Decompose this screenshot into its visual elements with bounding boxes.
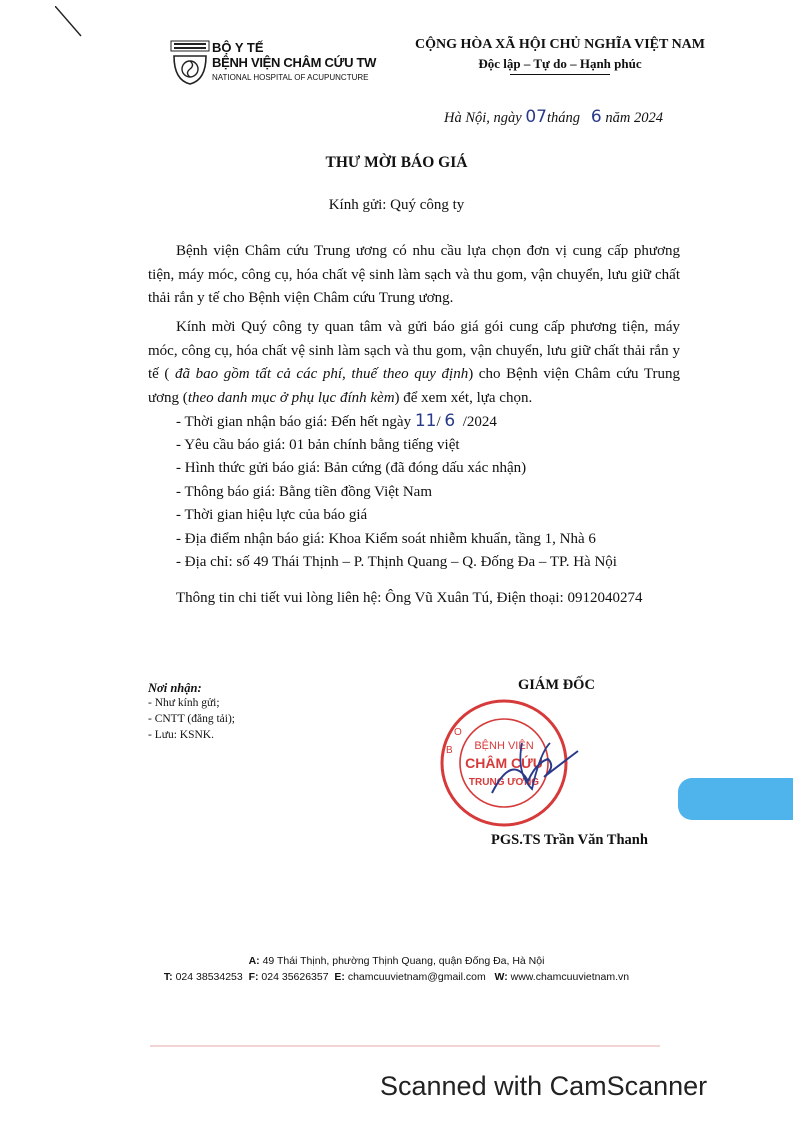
item-location: - Địa điểm nhận báo giá: Khoa Kiểm soát nhiễm khuẩn, tầng 1, Nhà 6 [176, 531, 596, 547]
hospital-name: BỆNH VIỆN CHÂM CỨU TW [212, 55, 377, 70]
footer-address [0, 955, 793, 967]
hospital-english-name: NATIONAL HOSPITAL OF ACUPUNCTURE [212, 73, 369, 82]
deadline-year: /2024 [462, 414, 497, 430]
item-address: - Địa chỉ: số 49 Thái Thịnh – P. Thịnh Quang – Q. Đống Đa – TP. Hà Nội [176, 554, 617, 570]
recipient-item: - Như kính gửi; [148, 697, 220, 709]
stamp-line-3: TRUNG ƯƠNG [468, 777, 540, 788]
footer-divider [150, 1045, 660, 1047]
footer-w-label: W: [494, 971, 508, 983]
footer-email: chamcuuvietnam@gmail.com [347, 971, 486, 983]
deadline-month-handwritten: 6 [444, 411, 456, 431]
camscanner-watermark: Scanned with CamScanner [380, 1071, 708, 1101]
item-method: - Hình thức gửi báo giá: Bản cứng (đã đóng dấu xác nhận) [176, 460, 527, 476]
ministry-name: BỘ Y TẾ [212, 40, 264, 55]
date-prefix: Hà Nội, ngày [444, 110, 522, 126]
hospital-logo-icon [168, 40, 212, 86]
item-deadline: - Thời gian nhận báo giá: Đến hết ngày 11/ 6 /2024 [176, 411, 497, 431]
item-requirement: - Yêu cầu báo giá: 01 bản chính bằng tiếng việt [176, 437, 460, 453]
national-motto: Độc lập – Tự do – Hạnh phúc [478, 56, 642, 71]
svg-text:B: B [446, 745, 453, 756]
deadline-day-handwritten: 11 [414, 411, 437, 431]
footer-f-label: F: [248, 971, 259, 983]
footer-address-text: 49 Thái Thịnh, phường Thịnh Quang, quận Đống Đa, Hà Nội [262, 955, 545, 967]
document-date [444, 107, 663, 127]
date-month-handwritten: 6 [590, 107, 602, 127]
footer-website: www.chamcuuvietnam.vn [510, 971, 630, 983]
date-month-word: tháng [547, 110, 581, 126]
invitation-text-1: Kính mời Quý công ty quan tâm và gửi báo giá gói cung cấp phương tiện, máy móc, công cụ, hóa chất vệ sinh làm sạch và thu gom, vận chuyển, lưu giữ chất thải rắn y tế ( [148, 319, 680, 382]
contact-info: Thông tin chi tiết vui lòng liên hệ: Ông Vũ Xuân Tú, Điện thoại: 0912040274 [176, 590, 643, 606]
official-red-stamp [432, 693, 582, 833]
invitation-italic-2: theo danh mục ở phụ lục đính kèm [187, 389, 395, 406]
footer-e-label: E: [334, 971, 345, 983]
motto-underline [510, 74, 610, 75]
intro-paragraph: Bệnh viện Châm cứu Trung ương có nhu cầu lựa chọn đơn vị cung cấp phương tiện, máy móc, công cụ, hóa chất vệ sinh làm sạch và thu gom, vận chuyển, lưu giữ chất thải rắn y tế cho Bệnh viện Châm cứu Trung ương. [148, 243, 680, 306]
invitation-text-3: ) để xem xét, lựa chọn. [394, 389, 533, 406]
item-currency: - Thông báo giá: Bằng tiền đồng Việt Nam [176, 484, 433, 500]
pen-stroke-mark [55, 6, 85, 42]
blue-sticky-tab [678, 778, 793, 820]
director-title: GIÁM ĐỐC [518, 677, 595, 693]
invitation-italic-1: đã bao gồm tất cả các phí, thuế theo quy định [169, 366, 469, 382]
invitation-paragraph [148, 316, 680, 410]
footer-fax: 024 35626357 [261, 971, 329, 983]
hospital-header [168, 38, 398, 90]
document-title: THƯ MỜI BÁO GIÁ [325, 154, 468, 171]
stamp-line-1: BỆNH VIỆN [474, 740, 534, 752]
date-year: năm 2024 [605, 110, 663, 126]
recipients-title: Nơi nhận: [148, 681, 202, 695]
greeting: Kính gửi: Quý công ty [328, 197, 465, 213]
date-day-handwritten: 07 [525, 107, 547, 127]
signer-name: PGS.TS Trần Văn Thanh [491, 832, 648, 848]
deadline-label: - Thời gian nhận báo giá: Đến hết ngày [176, 414, 412, 430]
svg-text:O: O [454, 727, 462, 738]
item-validity: - Thời gian hiệu lực của báo giá [176, 507, 368, 523]
footer-phone: 024 38534253 [175, 971, 243, 983]
recipient-item: - CNTT (đăng tải); [148, 713, 235, 725]
recipient-item: - Lưu: KSNK. [148, 729, 214, 741]
footer-contacts [0, 971, 793, 983]
footer-t-label: T: [163, 971, 173, 983]
national-title: CỘNG HÒA XÃ HỘI CHỦ NGHĨA VIỆT NAM [414, 37, 705, 52]
invitation-text-2: ) cho Bệnh viện Châm cứu Trung ương ( [148, 366, 680, 406]
stamp-line-2: CHÂM CỨU [465, 755, 543, 771]
footer-a-label: A: [248, 955, 260, 967]
